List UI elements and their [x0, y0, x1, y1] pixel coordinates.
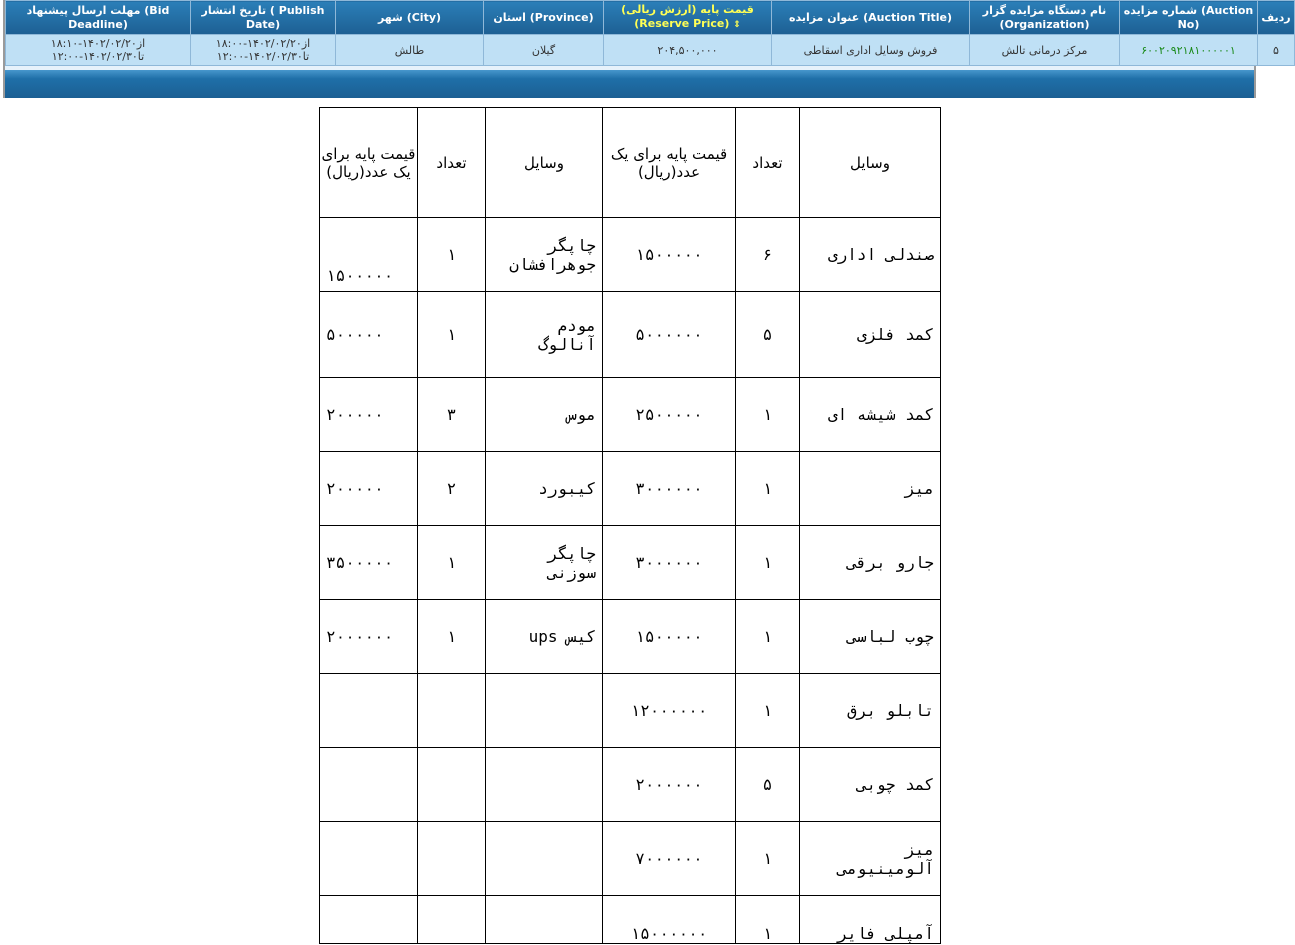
item-qty: ۱ — [736, 674, 800, 748]
cell-reserve-price: ۲۰۴,۵۰۰,۰۰۰ — [604, 35, 772, 66]
item-name: آمپلی فایر — [800, 896, 941, 944]
auction-table — [5, 0, 1295, 66]
deadline-to: تا۱۴۰۲/۰۲/۳۰-۱۲:۰۰ — [51, 50, 145, 63]
item2-price: ۵۰۰۰۰۰ — [320, 292, 418, 378]
item-name: تابلو برق — [800, 674, 941, 748]
item-price: ۲۰۰۰۰۰۰ — [603, 748, 736, 822]
cell-organization: مرکز درمانی تالش — [970, 35, 1120, 66]
col-bid-deadline[interactable]: مهلت ارسال پیشنهاد (Bid Deadline) — [6, 1, 191, 35]
item-qty: ۵ — [736, 748, 800, 822]
header-unit-price: قیمت پایه برای یک عدد(ریال) — [603, 108, 736, 218]
item2-price: ۲۰۰۰۰۰ — [320, 452, 418, 526]
item2-price — [320, 822, 418, 896]
auction-row[interactable] — [6, 35, 1295, 66]
item-price: ۱۵۰۰۰۰۰ — [603, 600, 736, 674]
item-name: کمد فلزی — [800, 292, 941, 378]
item2-qty — [418, 748, 486, 822]
item2-price: ۲۰۰۰۰۰۰ — [320, 600, 418, 674]
table-row — [320, 292, 941, 378]
item-qty: ۱ — [736, 896, 800, 944]
item2-name: موس — [486, 378, 603, 452]
table-row — [320, 452, 941, 526]
col-auction-title[interactable]: عنوان مزایده (Auction Title) — [772, 1, 970, 35]
item2-qty: ۲ — [418, 452, 486, 526]
item2-qty: ۱ — [418, 526, 486, 600]
table-row — [320, 822, 941, 896]
col-publish-date[interactable]: تاریخ انتشار ( Publish Date) — [191, 1, 336, 35]
item-price: ۳۰۰۰۰۰۰ — [603, 452, 736, 526]
item2-qty: ۱ — [418, 292, 486, 378]
item2-qty: ۱ — [418, 218, 486, 292]
header-qty-2: تعداد — [418, 108, 486, 218]
item-qty: ۱ — [736, 378, 800, 452]
item-qty: ۵ — [736, 292, 800, 378]
item2-name — [486, 896, 603, 944]
item-price: ۷۰۰۰۰۰۰ — [603, 822, 736, 896]
item2-price — [320, 748, 418, 822]
col-city[interactable]: شهر (City) — [336, 1, 484, 35]
item2-name — [486, 822, 603, 896]
cell-row-no: ۵ — [1258, 35, 1295, 66]
deadline-from: از۱۴۰۲/۰۲/۲۰-۱۸:۱۰ — [50, 37, 146, 50]
item-name: کمد چوبی — [800, 748, 941, 822]
item-price: ۱۲۰۰۰۰۰۰ — [603, 674, 736, 748]
item2-qty: ۱ — [418, 600, 486, 674]
item2-name: چاپگر جوهرافشان — [486, 218, 603, 292]
item-name: میز آلومینیومی — [800, 822, 941, 896]
item2-name — [486, 674, 603, 748]
header-unit-price-2: قیمت پایه برای یک عدد(ریال) — [320, 108, 418, 218]
item-qty: ۶ — [736, 218, 800, 292]
item-price: ۲۵۰۰۰۰۰ — [603, 378, 736, 452]
item-name: چوب لباسی — [800, 600, 941, 674]
table-row — [320, 748, 941, 822]
item2-name — [486, 748, 603, 822]
item2-name: کیبورد — [486, 452, 603, 526]
item-name: میز — [800, 452, 941, 526]
item-price: ۳۰۰۰۰۰۰ — [603, 526, 736, 600]
item2-price: ۱۵۰۰۰۰۰ — [320, 218, 418, 292]
grid-pager — [5, 66, 1254, 98]
item-name: جارو برقی — [800, 526, 941, 600]
table-row — [320, 378, 941, 452]
item2-price — [320, 896, 418, 944]
item-price: ۱۵۰۰۰۰۰ — [603, 218, 736, 292]
table-row — [320, 674, 941, 748]
auction-grid — [3, 0, 1291, 98]
item2-qty — [418, 674, 486, 748]
cell-province: گیلان — [484, 35, 604, 66]
header-item-2: وسایل — [486, 108, 603, 218]
table-row — [320, 600, 941, 674]
item2-qty — [418, 822, 486, 896]
item2-price: ۲۰۰۰۰۰ — [320, 378, 418, 452]
cell-auction-title[interactable]: فروش وسایل اداری اسقاطی — [772, 35, 970, 66]
item-name: صندلی اداری — [800, 218, 941, 292]
item2-name: مودم آنالوگ — [486, 292, 603, 378]
sort-arrows-icon[interactable]: ⇕ — [733, 20, 741, 30]
header-item: وسایل — [800, 108, 941, 218]
table-row — [320, 896, 941, 944]
item2-price — [320, 674, 418, 748]
col-organization[interactable]: نام دستگاه مزایده گزار (Organization) — [970, 1, 1120, 35]
table-row — [320, 218, 941, 292]
col-auction-no[interactable]: شماره مزایده (Auction No) — [1120, 1, 1258, 35]
col-reserve-price[interactable] — [604, 1, 772, 35]
item-name: کمد شیشه ای — [800, 378, 941, 452]
table-row — [320, 526, 941, 600]
publish-to: تا۱۴۰۲/۰۲/۳۰-۱۲:۰۰ — [216, 50, 310, 63]
item-qty: ۱ — [736, 452, 800, 526]
item-price: ۱۵۰۰۰۰۰۰ — [603, 896, 736, 944]
auction-header-row — [6, 1, 1295, 35]
item2-price: ۳۵۰۰۰۰۰ — [320, 526, 418, 600]
item2-name: کیس ups — [486, 600, 603, 674]
items-table — [319, 107, 941, 944]
item2-qty: ۳ — [418, 378, 486, 452]
item2-name: چاپگر سوزنی — [486, 526, 603, 600]
item-price: ۵۰۰۰۰۰۰ — [603, 292, 736, 378]
item2-qty — [418, 896, 486, 944]
publish-from: از۱۴۰۲/۰۲/۲۰-۱۸:۰۰ — [215, 37, 311, 50]
item-qty: ۱ — [736, 526, 800, 600]
col-province[interactable]: استان (Province) — [484, 1, 604, 35]
col-reserve-price-label: قیمت پایه (ارزش ریالی) (Reserve Price) — [621, 3, 754, 30]
header-qty: تعداد — [736, 108, 800, 218]
cell-publish-date — [191, 35, 336, 66]
col-row-no: ردیف — [1258, 1, 1295, 35]
item-qty: ۱ — [736, 600, 800, 674]
item-qty: ۱ — [736, 822, 800, 896]
cell-city: طالش — [336, 35, 484, 66]
cell-auction-no[interactable]: ۶۰۰۲۰۹۲۱۸۱۰۰۰۰۰۱ — [1120, 35, 1258, 66]
cell-bid-deadline — [6, 35, 191, 66]
items-header-row — [320, 108, 941, 218]
